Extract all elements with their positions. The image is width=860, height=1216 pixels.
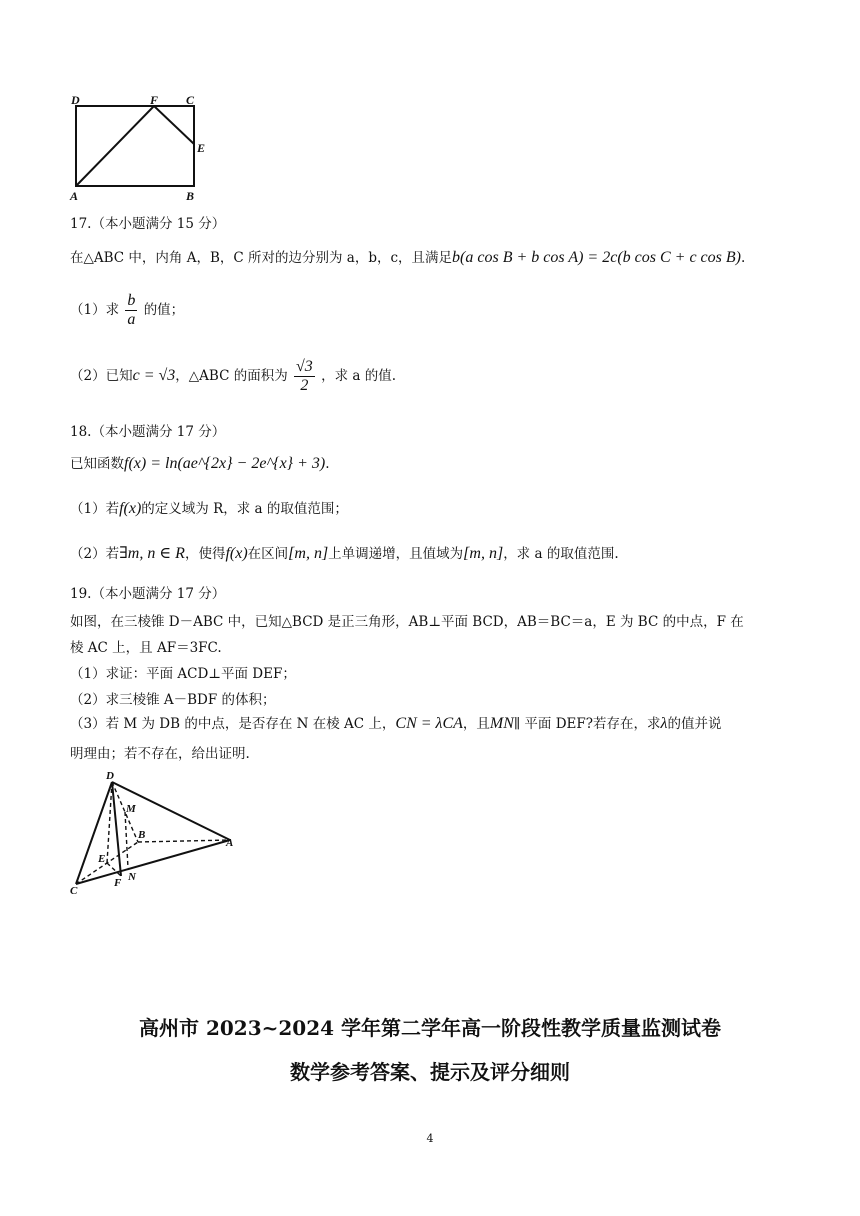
q17-stem — [70, 246, 745, 267]
q18-part2-mid2: 在区间 — [247, 546, 289, 562]
page-number: 4 — [426, 1132, 434, 1145]
q17-stem-equation: b(a cos B + b cos A) = 2c(b cos C + c cos B) — [452, 249, 741, 266]
q18-part2-eq2: f(x) — [225, 545, 248, 562]
q17-part2-equation: c = √3 — [132, 367, 176, 384]
label-E: E — [98, 853, 106, 865]
q18-stem-text: 已知函数 — [70, 456, 124, 472]
label-E: E — [197, 141, 206, 155]
q19-part3-line2: 明理由；若不存在，给出证明. — [70, 746, 250, 762]
q18-part1-equation: f(x) — [119, 500, 142, 517]
label-B: B — [138, 829, 146, 841]
q19-part2: （2）求三棱锥 A－BDF 的体积； — [70, 692, 276, 708]
label-C: C — [70, 885, 78, 897]
q18-part2-text: （2）若 — [70, 546, 120, 562]
q19-part3-mid2: ∥ 平面 DEF?若存在，求 — [513, 716, 661, 732]
q19-header: 19.（本小题满分 17 分） — [70, 586, 226, 602]
label-M: M — [126, 803, 136, 815]
q18-part1-end: 的定义域为 R，求 a 的取值范围； — [141, 501, 348, 517]
q17-part2-text: （2）已知 — [70, 368, 133, 384]
q18-stem-end: . — [325, 456, 330, 472]
q18-stem — [70, 452, 330, 473]
q17-stem-text: 在△ABC 中，内角 A，B，C 所对的边分别为 a，b，c，且满足 — [70, 250, 453, 266]
q18-part1 — [70, 497, 348, 518]
q17-part2-fraction — [294, 358, 315, 395]
q17-part2 — [70, 358, 396, 395]
label-D: D — [106, 770, 114, 782]
q19-part3-end: 的值并说 — [667, 716, 722, 732]
fraction-numerator: b — [127, 292, 136, 309]
q19-line1: 如图，在三棱锥 D－ABC 中，已知△BCD 是正三角形，AB⊥平面 BCD，AB＝BC＝a，E 为 BC 的中点，F 在 — [70, 614, 744, 630]
q19-part3-eq1: CN = λCA — [395, 715, 463, 732]
q17-part1-fraction — [125, 292, 137, 329]
answer-title-main: 高州市 2023~2024 学年第二学年高一阶段性教学质量监测试卷 — [138, 1016, 721, 1040]
pyramid-figure — [66, 768, 246, 898]
rectangle-figure — [68, 94, 218, 206]
label-F: F — [150, 94, 159, 107]
q19-part3-text: （3）若 M 为 DB 的中点，是否存在 N 在棱 AC 上， — [70, 716, 396, 732]
q19-line2: 棱 AC 上，且 AF＝3FC. — [70, 640, 222, 656]
q17-part1-text: （1）求 — [70, 302, 120, 318]
q19-part3 — [70, 712, 721, 733]
q18-part2-eq3: [m, n] — [288, 545, 329, 562]
label-F: F — [114, 877, 122, 889]
q17-part2-mid: ，△ABC 的面积为 — [175, 368, 288, 384]
q18-part2-mid3: 上单调递增，且值域为 — [328, 546, 464, 562]
fraction-numerator: √3 — [296, 358, 313, 375]
q19-part3-eq2: MN — [489, 715, 514, 732]
label-C: C — [186, 94, 195, 107]
q17-header: 17.（本小题满分 15 分） — [70, 216, 226, 232]
q19-part3-mid: ，且 — [462, 716, 490, 732]
answer-title-sub: 数学参考答案、提示及评分细则 — [290, 1060, 570, 1084]
q18-part2-mid1: ，使得 — [184, 546, 226, 562]
label-D: D — [71, 94, 80, 107]
q18-header: 18.（本小题满分 17 分） — [70, 424, 226, 440]
q19-part3-eq3: λ — [660, 715, 668, 732]
q17-part1 — [70, 292, 184, 329]
q18-part2-end: ，求 a 的取值范围. — [503, 546, 619, 562]
q18-part2-eq4: [m, n] — [463, 545, 504, 562]
label-N: N — [128, 871, 136, 883]
label-A: A — [70, 189, 79, 203]
q18-part2-eq1: ∃m, n ∈ R — [119, 545, 185, 562]
fraction-denominator: 2 — [300, 377, 309, 394]
q18-part2 — [70, 542, 619, 563]
q17-stem-end: . — [740, 250, 746, 266]
q18-stem-equation: f(x) = ln(ae^{2x} − 2e^{x} + 3) — [124, 455, 326, 472]
label-A: A — [226, 837, 234, 849]
q17-part2-end: ，求 a 的值. — [321, 368, 397, 384]
q18-part1-text: （1）若 — [70, 501, 120, 517]
label-B: B — [186, 189, 195, 203]
fraction-denominator: a — [127, 311, 136, 328]
q17-part1-end: 的值； — [143, 302, 185, 318]
q19-part1: （1）求证：平面 ACD⊥平面 DEF； — [70, 666, 296, 682]
